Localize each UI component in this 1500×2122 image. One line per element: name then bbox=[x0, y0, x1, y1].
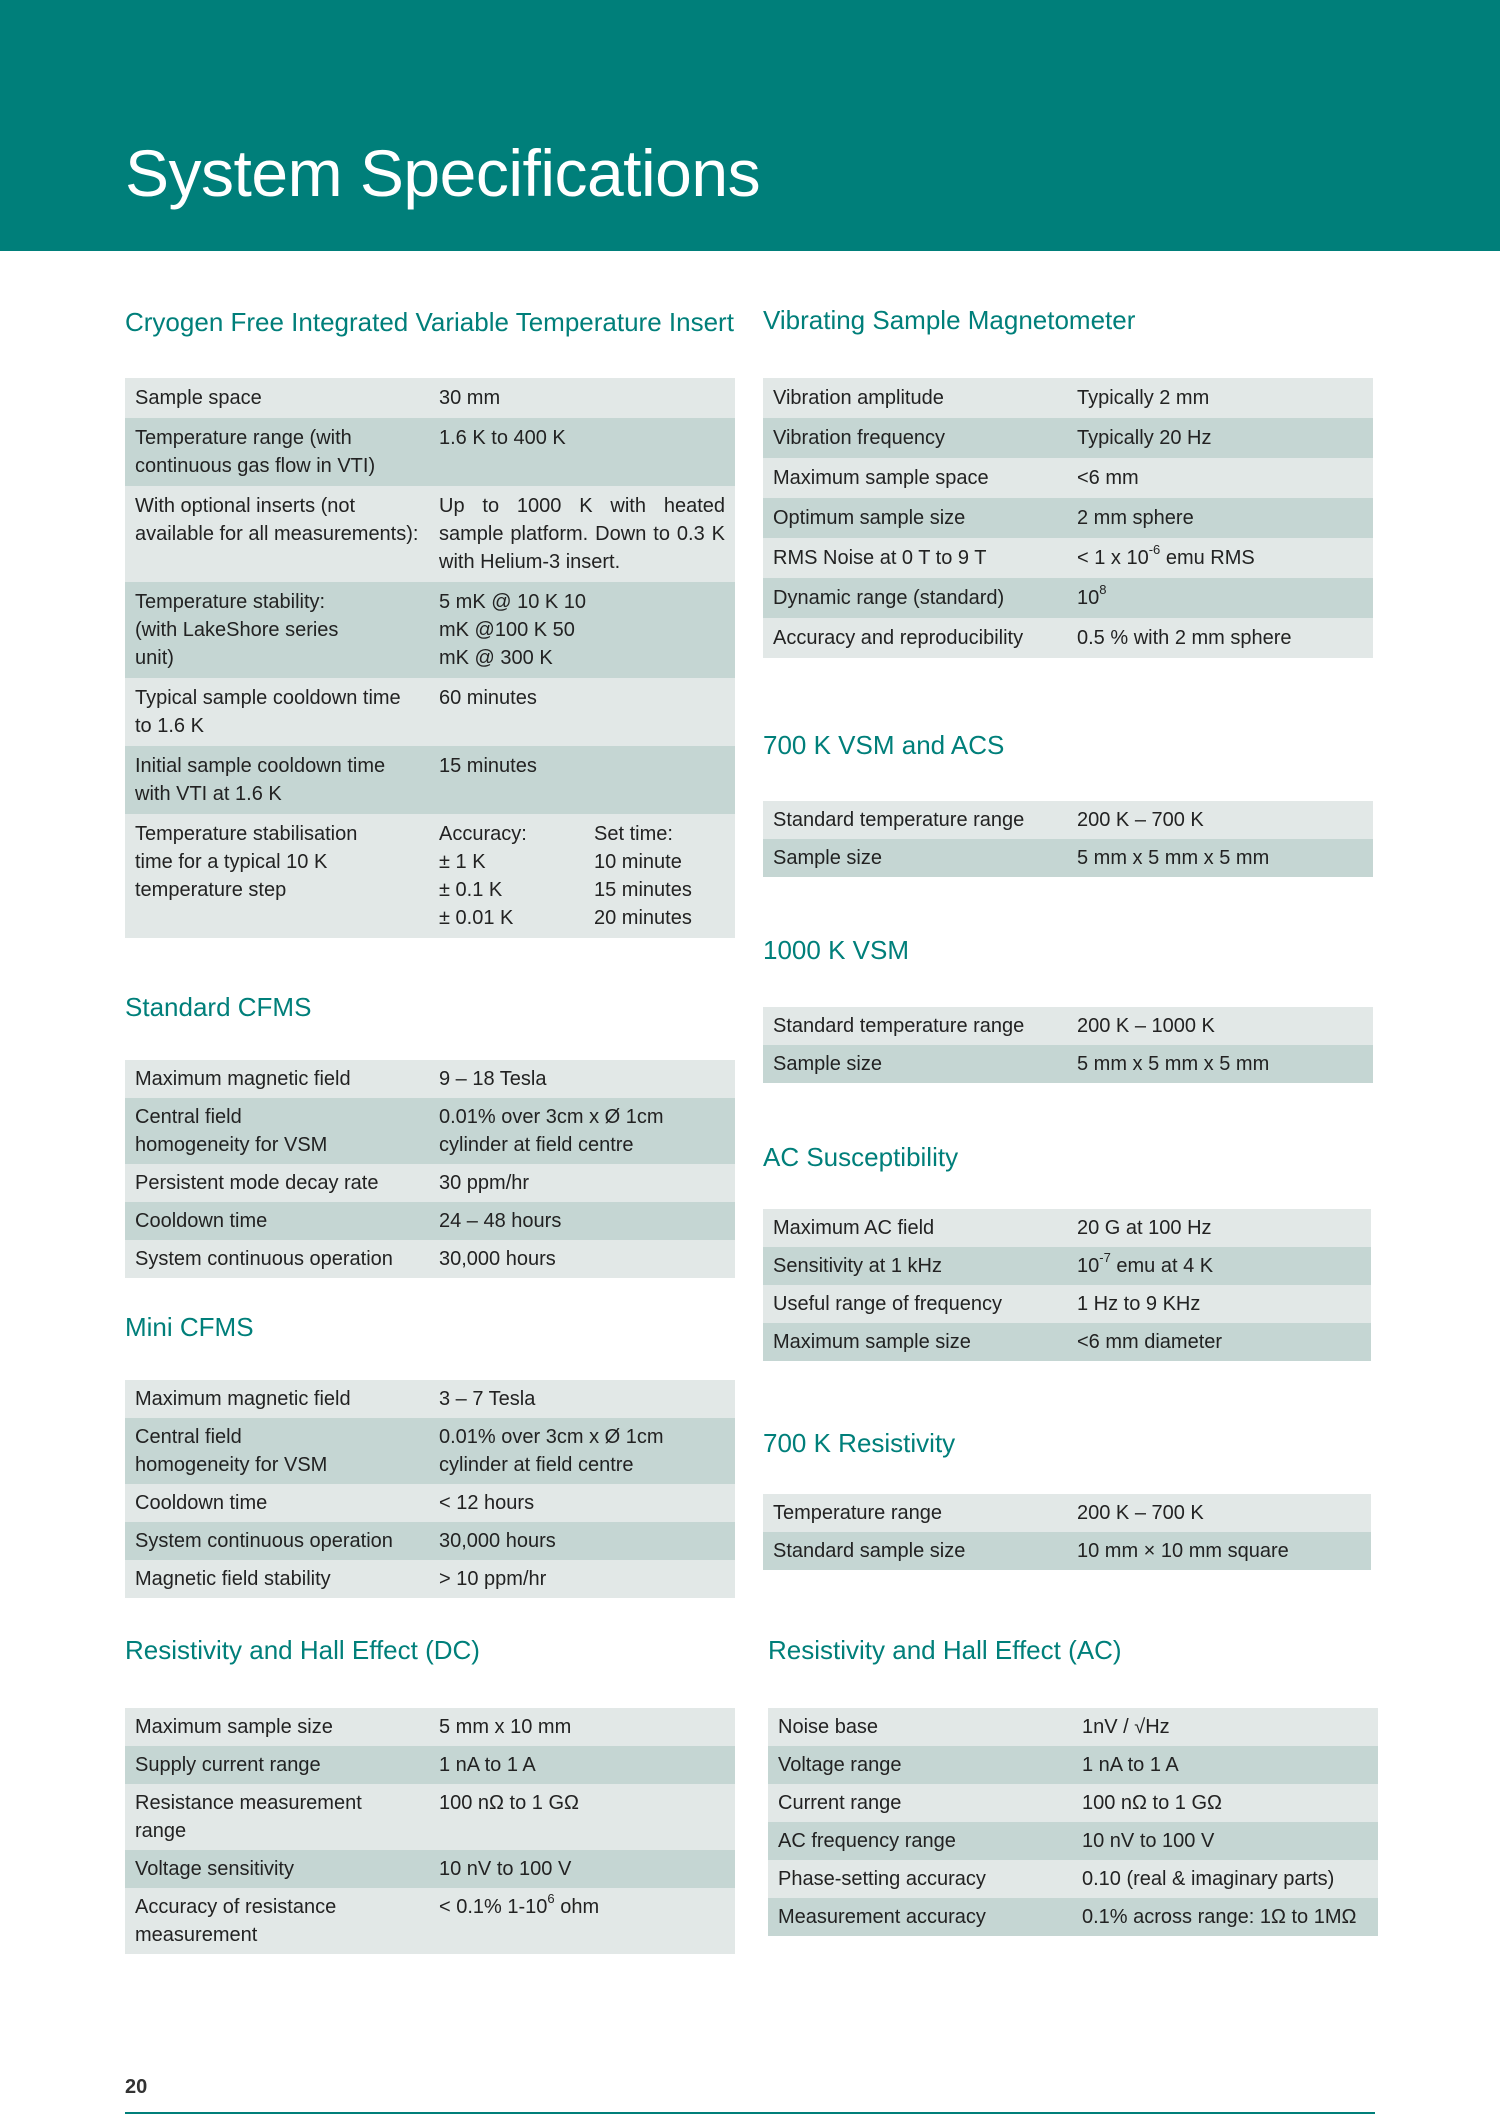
row-value: 0.1% across range: 1Ω to 1MΩ bbox=[1072, 1898, 1378, 1936]
accuracy-value: ± 1 K bbox=[439, 851, 486, 873]
table-row bbox=[763, 1494, 1371, 1532]
res700-table bbox=[763, 1494, 1371, 1570]
table-row bbox=[125, 1202, 735, 1240]
table-row bbox=[763, 378, 1373, 418]
row-value: 200 K – 700 K bbox=[1067, 801, 1373, 839]
row-label: Typical sample cooldown time to 1.6 K bbox=[125, 678, 429, 746]
table-row bbox=[125, 1850, 735, 1888]
page-number: 20 bbox=[125, 2076, 148, 2098]
page-title: System Specifications bbox=[125, 136, 761, 210]
row-value: Typically 2 mm bbox=[1067, 378, 1373, 418]
row-value: 10 nV to 100 V bbox=[1072, 1822, 1378, 1860]
row-value: 24 – 48 hours bbox=[429, 1202, 735, 1240]
row-label: Accuracy of resistance measurement bbox=[125, 1888, 429, 1954]
value-exponent: 6 bbox=[547, 1891, 555, 1907]
row-value: 30,000 hours bbox=[429, 1522, 735, 1560]
settime-value: 15 minutes bbox=[594, 879, 692, 901]
section-heading: AC Susceptibility bbox=[763, 1142, 959, 1172]
row-value: 15 minutes bbox=[429, 746, 735, 814]
section-heading: 1000 K VSM bbox=[763, 935, 909, 965]
table-row bbox=[768, 1822, 1378, 1860]
row-value: 0.5 % with 2 mm sphere bbox=[1067, 618, 1373, 658]
section-res700-title bbox=[763, 1427, 955, 1459]
table-row bbox=[763, 578, 1373, 618]
table-row bbox=[763, 458, 1373, 498]
table-row bbox=[125, 486, 735, 582]
row-value bbox=[429, 1888, 735, 1954]
settime-value: 10 minute bbox=[594, 851, 682, 873]
section-heading: 700 K Resistivity bbox=[763, 1428, 956, 1458]
section-heading: Standard CFMS bbox=[125, 992, 312, 1022]
table-row bbox=[768, 1860, 1378, 1898]
header-banner bbox=[0, 0, 1500, 251]
table-row bbox=[125, 582, 735, 678]
row-label: Sample size bbox=[763, 1045, 1067, 1083]
table-row bbox=[125, 1240, 735, 1278]
section-heading: Cryogen Free Integrated Variable Temperature Insert bbox=[125, 307, 734, 337]
vti-table bbox=[125, 378, 735, 938]
row-value: 10 nV to 100 V bbox=[429, 1850, 735, 1888]
table-row bbox=[125, 1164, 735, 1202]
row-label: Optimum sample size bbox=[763, 498, 1067, 538]
table-row bbox=[763, 1285, 1371, 1323]
value-unit: ohm bbox=[554, 1896, 600, 1918]
row-label: Noise base bbox=[768, 1708, 1072, 1746]
row-label: System continuous operation bbox=[125, 1522, 429, 1560]
section-acs-title bbox=[763, 1141, 958, 1173]
settime-head: Set time: bbox=[594, 823, 673, 845]
vsm-table bbox=[763, 378, 1373, 658]
row-label: Cooldown time bbox=[125, 1484, 429, 1522]
mini-cfms-table bbox=[125, 1380, 735, 1598]
row-value: 1 Hz to 9 KHz bbox=[1067, 1285, 1371, 1323]
table-row bbox=[763, 1209, 1371, 1247]
row-label: Maximum AC field bbox=[763, 1209, 1067, 1247]
row-label: Vibration amplitude bbox=[763, 378, 1067, 418]
row-label: Standard temperature range bbox=[763, 801, 1067, 839]
table-row bbox=[125, 1522, 735, 1560]
row-value: <6 mm diameter bbox=[1067, 1323, 1371, 1361]
row-value: 5 mm x 5 mm x 5 mm bbox=[1067, 1045, 1373, 1083]
row-label: Persistent mode decay rate bbox=[125, 1164, 429, 1202]
section-mini-cfms-title bbox=[125, 1311, 254, 1343]
value-unit: emu at 4 K bbox=[1110, 1255, 1214, 1277]
row-value: 3 – 7 Tesla bbox=[429, 1380, 735, 1418]
table-row bbox=[125, 814, 735, 938]
row-value: 20 G at 100 Hz bbox=[1067, 1209, 1371, 1247]
table-row bbox=[125, 1380, 735, 1418]
row-value: Up to 1000 K with heated sample platform. Down to 0.3 K with Helium-3 insert. bbox=[429, 486, 735, 582]
acs-table bbox=[763, 1209, 1371, 1361]
section-vsm700-title bbox=[763, 729, 1004, 761]
section-vti-title bbox=[125, 306, 734, 338]
table-row bbox=[763, 1045, 1373, 1083]
table-row bbox=[125, 378, 735, 418]
row-value: < 12 hours bbox=[429, 1484, 735, 1522]
row-value: 30 ppm/hr bbox=[429, 1164, 735, 1202]
table-row bbox=[125, 1784, 735, 1850]
table-row bbox=[125, 1708, 735, 1746]
vsm700-table bbox=[763, 801, 1373, 877]
section-heading: 700 K VSM and ACS bbox=[763, 730, 1005, 760]
table-row bbox=[763, 538, 1373, 578]
table-row bbox=[125, 1746, 735, 1784]
row-label: Standard temperature range bbox=[763, 1007, 1067, 1045]
accuracy-head: Accuracy: bbox=[439, 823, 527, 845]
section-vsm1000-title bbox=[763, 934, 909, 966]
row-value bbox=[1067, 1247, 1371, 1285]
table-row bbox=[125, 1098, 735, 1164]
table-row bbox=[763, 801, 1373, 839]
row-label: Sample size bbox=[763, 839, 1067, 877]
table-row bbox=[125, 1418, 735, 1484]
value-unit: emu RMS bbox=[1160, 547, 1255, 569]
value-text: < 0.1% 1-10 bbox=[439, 1896, 548, 1918]
row-label: AC frequency range bbox=[768, 1822, 1072, 1860]
row-value: 60 minutes bbox=[429, 678, 735, 746]
value-text: 10 bbox=[1077, 1255, 1100, 1277]
section-vsm-title bbox=[763, 304, 1135, 336]
row-label: Maximum magnetic field bbox=[125, 1380, 429, 1418]
row-label: Supply current range bbox=[125, 1746, 429, 1784]
row-label: Maximum sample size bbox=[763, 1323, 1067, 1361]
row-label: Temperature range bbox=[763, 1494, 1067, 1532]
row-value: <6 mm bbox=[1067, 458, 1373, 498]
row-label: Cooldown time bbox=[125, 1202, 429, 1240]
row-label: Phase-setting accuracy bbox=[768, 1860, 1072, 1898]
row-value: > 10 ppm/hr bbox=[429, 1560, 735, 1598]
row-label: Vibration frequency bbox=[763, 418, 1067, 458]
ac-table bbox=[768, 1708, 1378, 1936]
value-exponent: -6 bbox=[1148, 542, 1161, 558]
table-row bbox=[763, 418, 1373, 458]
section-heading: Resistivity and Hall Effect (DC) bbox=[125, 1635, 480, 1665]
value-exponent: -7 bbox=[1099, 1250, 1111, 1266]
section-dc-title bbox=[125, 1634, 480, 1666]
table-row bbox=[763, 1007, 1373, 1045]
row-label: Voltage range bbox=[768, 1746, 1072, 1784]
row-label: RMS Noise at 0 T to 9 T bbox=[763, 538, 1067, 578]
row-label: Initial sample cooldown time with VTI at 1.6 K bbox=[125, 746, 429, 814]
row-label: Dynamic range (standard) bbox=[763, 578, 1067, 618]
footer-divider bbox=[125, 2112, 1375, 2114]
value-text: < 1 x 10 bbox=[1077, 547, 1149, 569]
row-label: Maximum sample size bbox=[125, 1708, 429, 1746]
row-value: Typically 20 Hz bbox=[1067, 418, 1373, 458]
row-label: Central field homogeneity for VSM bbox=[125, 1418, 429, 1484]
vsm1000-table bbox=[763, 1007, 1373, 1083]
row-label: Standard sample size bbox=[763, 1532, 1067, 1570]
row-value: 30 mm bbox=[429, 378, 735, 418]
row-value: 9 – 18 Tesla bbox=[429, 1060, 735, 1098]
row-label: Sensitivity at 1 kHz bbox=[763, 1247, 1067, 1285]
table-row bbox=[763, 839, 1373, 877]
row-label: Magnetic field stability bbox=[125, 1560, 429, 1598]
row-value: 0.01% over 3cm x Ø 1cm cylinder at field centre bbox=[429, 1418, 735, 1484]
table-row bbox=[768, 1784, 1378, 1822]
table-row bbox=[768, 1898, 1378, 1936]
table-row bbox=[763, 498, 1373, 538]
section-heading: Vibrating Sample Magnetometer bbox=[763, 305, 1136, 335]
table-row bbox=[125, 746, 735, 814]
table-row bbox=[763, 618, 1373, 658]
table-row bbox=[768, 1708, 1378, 1746]
accuracy-value: ± 0.01 K bbox=[439, 907, 514, 929]
row-value: 5 mK @ 10 K 10 mK @100 K 50 mK @ 300 K bbox=[429, 582, 735, 678]
table-row bbox=[768, 1746, 1378, 1784]
row-label: Maximum sample space bbox=[763, 458, 1067, 498]
row-value: 1 nA to 1 A bbox=[1072, 1746, 1378, 1784]
row-value: 1nV / √Hz bbox=[1072, 1708, 1378, 1746]
row-label: Temperature stabilisation time for a typical 10 K temperature step bbox=[125, 814, 429, 938]
section-ac-title bbox=[768, 1634, 1122, 1666]
row-label: Sample space bbox=[125, 378, 429, 418]
row-value: 5 mm x 10 mm bbox=[429, 1708, 735, 1746]
value-exponent: 8 bbox=[1099, 582, 1107, 598]
row-label: Temperature range (with continuous gas flow in VTI) bbox=[125, 418, 429, 486]
row-value: 1.6 K to 400 K bbox=[429, 418, 735, 486]
row-value bbox=[1067, 538, 1373, 578]
row-label: Central field homogeneity for VSM bbox=[125, 1098, 429, 1164]
row-label: Voltage sensitivity bbox=[125, 1850, 429, 1888]
dc-table bbox=[125, 1708, 735, 1954]
std-cfms-table bbox=[125, 1060, 735, 1278]
row-value: 5 mm x 5 mm x 5 mm bbox=[1067, 839, 1373, 877]
row-value: 1 nA to 1 A bbox=[429, 1746, 735, 1784]
table-row bbox=[125, 678, 735, 746]
row-label: Measurement accuracy bbox=[768, 1898, 1072, 1936]
section-heading: Resistivity and Hall Effect (AC) bbox=[768, 1635, 1122, 1665]
table-row bbox=[763, 1532, 1371, 1570]
row-label: With optional inserts (not available for all measurements): bbox=[125, 486, 429, 582]
row-label: System continuous operation bbox=[125, 1240, 429, 1278]
row-label: Accuracy and reproducibility bbox=[763, 618, 1067, 658]
row-value bbox=[429, 814, 735, 938]
row-label: Useful range of frequency bbox=[763, 1285, 1067, 1323]
row-label: Maximum magnetic field bbox=[125, 1060, 429, 1098]
row-label: Temperature stability: (with LakeShore series unit) bbox=[125, 582, 429, 678]
row-value: 100 nΩ to 1 GΩ bbox=[429, 1784, 735, 1850]
row-value bbox=[1067, 578, 1373, 618]
value-text: 10 bbox=[1077, 587, 1100, 609]
row-value: 0.01% over 3cm x Ø 1cm cylinder at field centre bbox=[429, 1098, 735, 1164]
table-row bbox=[125, 1560, 735, 1598]
row-value: 200 K – 700 K bbox=[1067, 1494, 1371, 1532]
settime-value: 20 minutes bbox=[594, 907, 692, 929]
section-std-cfms-title bbox=[125, 991, 311, 1023]
accuracy-value: ± 0.1 K bbox=[439, 879, 503, 901]
row-value: 100 nΩ to 1 GΩ bbox=[1072, 1784, 1378, 1822]
table-row bbox=[125, 1888, 735, 1954]
section-heading: Mini CFMS bbox=[125, 1312, 254, 1342]
table-row bbox=[125, 1484, 735, 1522]
table-row bbox=[125, 1060, 735, 1098]
row-value: 2 mm sphere bbox=[1067, 498, 1373, 538]
row-value: 200 K – 1000 K bbox=[1067, 1007, 1373, 1045]
row-value: 0.10 (real & imaginary parts) bbox=[1072, 1860, 1378, 1898]
row-label: Resistance measurement range bbox=[125, 1784, 429, 1850]
table-row bbox=[763, 1323, 1371, 1361]
row-value: 30,000 hours bbox=[429, 1240, 735, 1278]
row-value: 10 mm × 10 mm square bbox=[1067, 1532, 1371, 1570]
row-label: Current range bbox=[768, 1784, 1072, 1822]
table-row bbox=[125, 418, 735, 486]
table-row bbox=[763, 1247, 1371, 1285]
